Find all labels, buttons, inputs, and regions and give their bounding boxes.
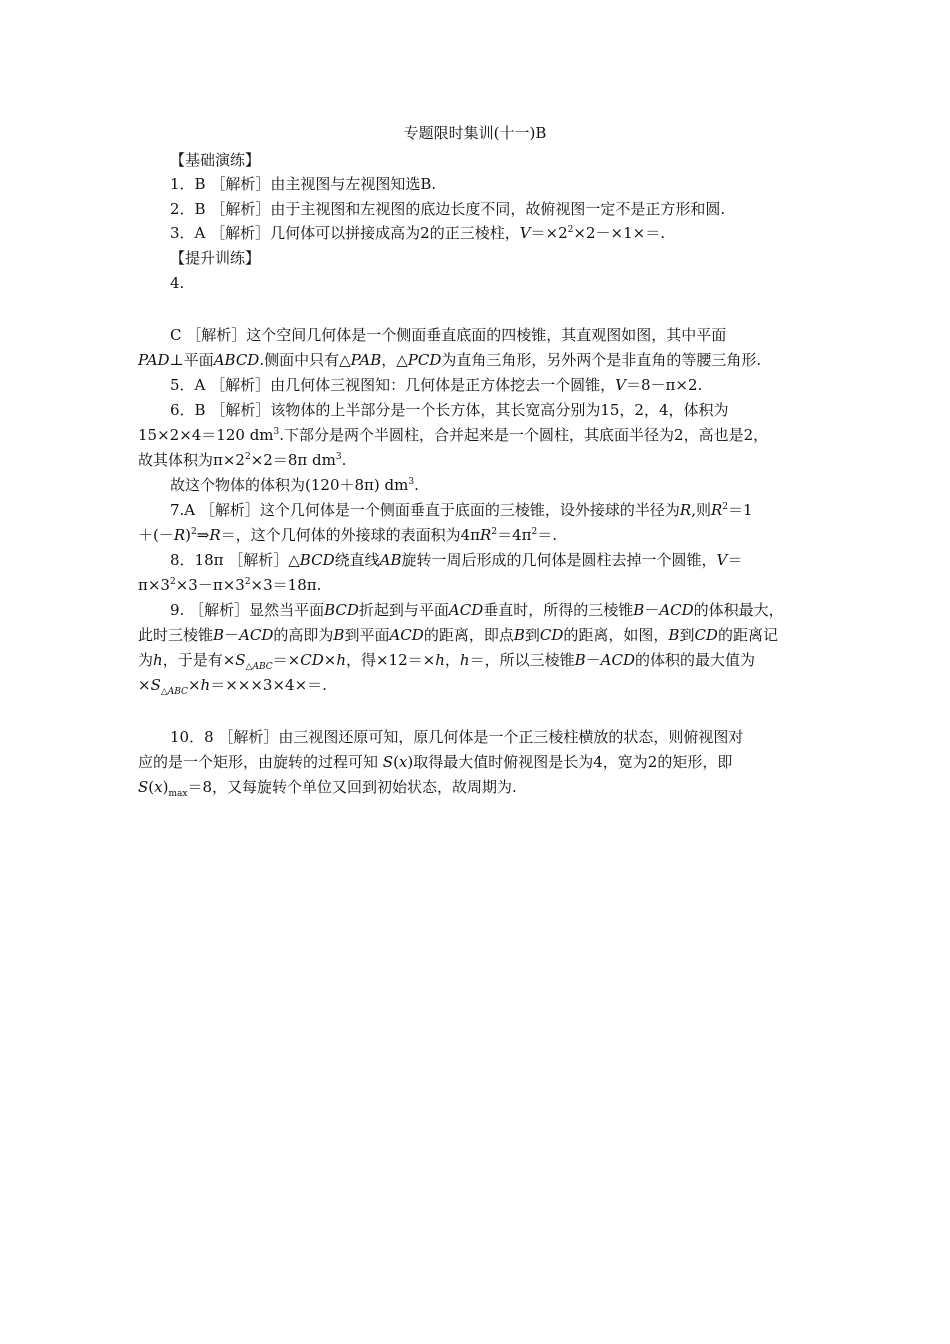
answer-9-line-2: 此时三棱锥B－ACD的高即为B到平面ACD的距离，即点B到CD的距离，如图，B到CD的距离记 <box>138 626 778 644</box>
section-basic: 【基础演练】 <box>170 151 261 169</box>
answer-1: 1．B ［解析］由主视图与左视图知选B. <box>170 175 437 193</box>
answer-9-line-4: $\times S_{\triangle ABC}\times h=\times\times\times 3\times 4\times=$. <box>138 676 327 697</box>
answer-9-line-1: 9. ［解析］显然当平面BCD折起到与平面ACD垂直时，所得的三棱锥B－ACD的体积最大， <box>170 601 784 619</box>
answer-6-line-4: 故这个物体的体积为(120＋8π) $dm^3$. <box>170 476 419 494</box>
answer-5: 5．A ［解析］由几何体三视图知：几何体是正方体挖去一个圆锥，V＝8－π×2. <box>170 376 703 394</box>
section-advanced: 【提升训练】 <box>170 249 261 267</box>
answer-8-line-1: 8．18π ［解析］△BCD绕直线AB旋转一周后形成的几何体是圆柱去掉一个圆锥，V＝ <box>170 551 743 569</box>
answer-4-line-1: C ［解析］这个空间几何体是一个侧面垂直底面的四棱锥，其直观图如图，其中平面 <box>170 326 727 344</box>
page-title: 专题限时集训(十一)B <box>403 124 547 142</box>
answer-2: 2．B ［解析］由于主视图和左视图的底边长度不同，故俯视图一定不是正方形和圆. <box>170 200 726 218</box>
answer-8-line-2: $\pi\times 3^2\times 3-\pi\times 3^2\times 3=18\pi$. <box>138 576 322 594</box>
answer-6-line-1: 6．B ［解析］该物体的上半部分是一个长方体，其长宽高分别为15，2，4，体积为 <box>170 401 729 419</box>
answer-3: 3．A ［解析］几何体可以拼接成高为2的正三棱柱，$V=\times 2^2\times 2-\times 1\times=$. <box>170 224 665 242</box>
answer-7-line-2: $+(-R)^2\Rightarrow R=$，这个几何体的外接球的表面积为$4\pi R^2=4\pi^2=$. <box>138 526 557 544</box>
answer-6-line-2: 15×2×4＝120 $dm^3$.下部分是两个半圆柱，合并起来是一个圆柱，其底面半径为2，高也是2， <box>138 426 769 444</box>
answer-4-line-2: PAD⊥平面ABCD.侧面中只有△PAB，△PCD为直角三角形，另外两个是非直角的等腰三角形. <box>138 351 762 369</box>
answer-9-line-3: 为h，于是有$\times S_{\triangle ABC}=\times CD\times h$，得×12＝×h，h＝，所以三棱锥B－ACD的体积的最大值为 <box>138 651 755 672</box>
answer-6-line-3: 故其体积为$\pi\times 2^2\times 2=8\pi$ $dm^3$. <box>138 451 347 469</box>
answer-10-line-3: $S(x)_{max}=8$，又每旋转个单位又回到初始状态，故周期为. <box>138 778 517 799</box>
answer-10-line-1: 10．8 ［解析］由三视图还原可知，原几何体是一个正三棱柱横放的状态，则俯视图对 <box>170 728 744 746</box>
answer-7-line-1: 7.A ［解析］这个几何体是一个侧面垂直于底面的三棱锥，设外接球的半径为R,则$R^2=1$ <box>170 501 753 519</box>
answer-4-label: 4. <box>170 274 185 292</box>
answer-10-line-2: 应的是一个矩形，由旋转的过程可知 S(x)取得最大值时俯视图是长为4，宽为2的矩形，即 <box>138 753 733 771</box>
